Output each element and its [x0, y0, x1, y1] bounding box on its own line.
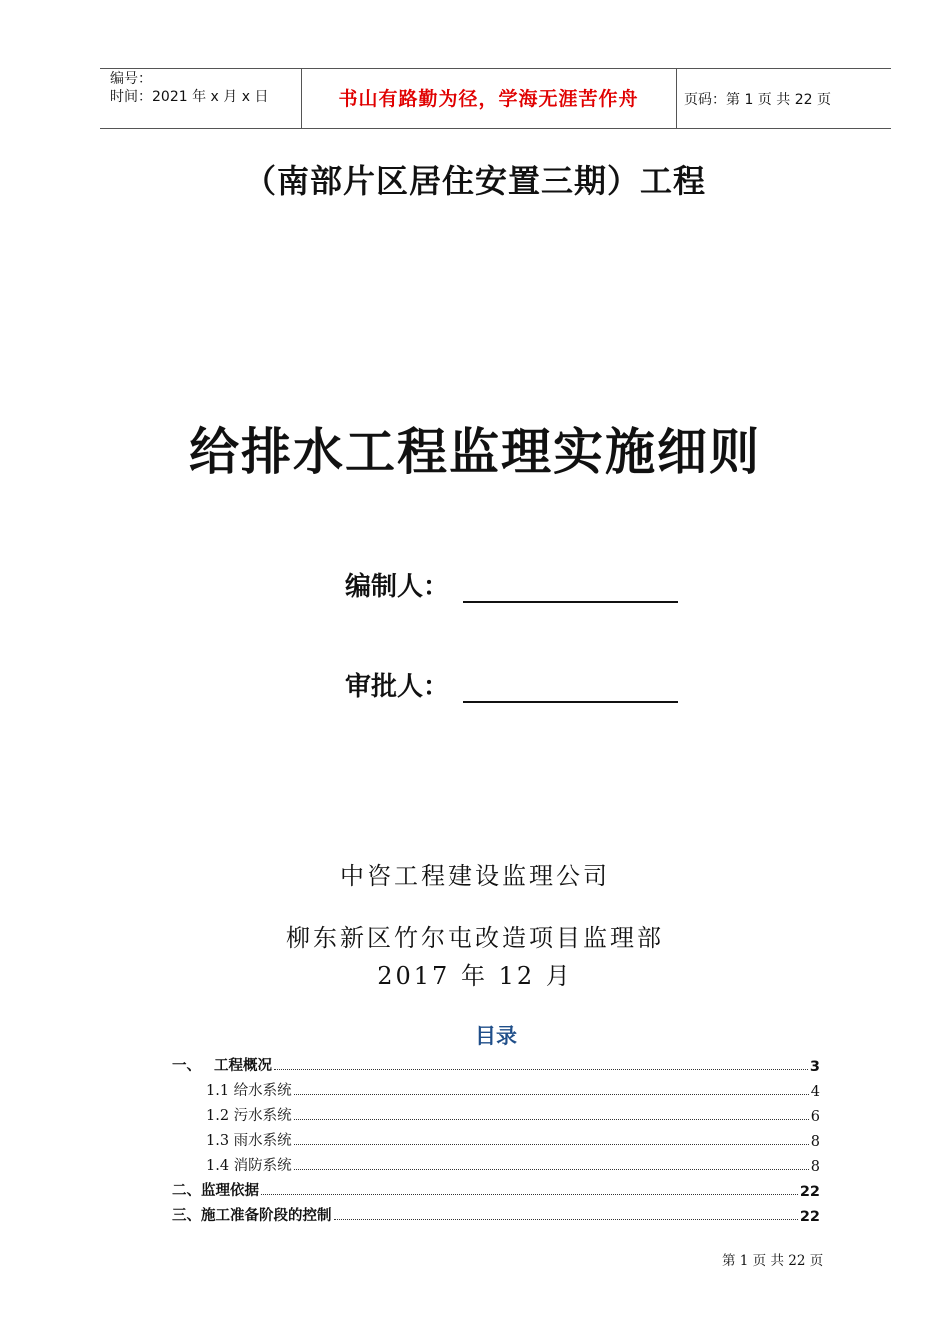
toc-leader: [294, 1169, 809, 1170]
toc-item-label: 三、施工准备阶段的控制: [172, 1208, 332, 1224]
department-name: 柳东新区竹尔屯改造项目监理部: [286, 924, 664, 952]
toc-leader: [294, 1144, 809, 1145]
serial-label: 编号：: [110, 71, 152, 87]
header-meta: [110, 70, 268, 106]
header-page-info: 页码：第 1 页 共 22 页: [684, 92, 831, 108]
toc-item-page: 4: [810, 1084, 820, 1100]
toc-leader: [294, 1119, 809, 1120]
toc-item[interactable]: [172, 1125, 820, 1150]
document-date: 2017 年 12 月: [377, 962, 573, 990]
toc-item-label: 1.2 污水系统: [206, 1108, 292, 1124]
toc-item-page: 8: [810, 1134, 820, 1150]
toc-item-label: 1.1 给水系统: [206, 1083, 292, 1099]
header-motto: 书山有路勤为径，学海无涯苦作舟: [338, 88, 639, 110]
toc-item[interactable]: [172, 1100, 820, 1125]
compiler-label: 编制人：: [345, 572, 450, 602]
toc-item-label: 1.4 消防系统: [206, 1158, 292, 1174]
toc-item-page: 6: [810, 1109, 820, 1125]
project-subtitle: （南部片区居住安置三期）工程: [243, 162, 706, 200]
toc-leader: [261, 1194, 798, 1195]
toc-item[interactable]: [172, 1075, 820, 1100]
toc-item-page: 22: [799, 1184, 820, 1200]
company-name: 中咨工程建设监理公司: [340, 862, 610, 890]
toc-title: 目录: [475, 1024, 517, 1048]
toc-item[interactable]: [172, 1200, 820, 1225]
toc-leader: [274, 1069, 808, 1070]
compiler-signature-line: [463, 571, 678, 603]
compiler-row: [345, 566, 678, 603]
toc-item-page: 22: [799, 1209, 820, 1225]
toc-item[interactable]: [172, 1150, 820, 1175]
toc-item-page: 8: [810, 1159, 820, 1175]
page-footer: 第 1 页 共 22 页: [722, 1253, 824, 1269]
toc-item-text: [172, 1054, 272, 1075]
header-divider-2: [676, 68, 677, 129]
time-label: 时间：2021 年 x 月 x 日: [110, 89, 269, 105]
approver-row: [345, 666, 678, 703]
toc-leader: [294, 1094, 809, 1095]
header-top-rule: [100, 68, 891, 69]
toc-item[interactable]: [172, 1050, 820, 1075]
toc-item-label: 二、监理依据: [172, 1183, 259, 1199]
header-bottom-rule: [100, 128, 891, 129]
approver-label: 审批人：: [345, 672, 450, 702]
toc-item-page: 3: [809, 1059, 820, 1075]
table-of-contents: [172, 1050, 820, 1225]
toc-item-label: 工程概况: [214, 1058, 272, 1074]
toc-item-label: 1.3 雨水系统: [206, 1133, 292, 1149]
toc-item-number: 一、: [172, 1058, 201, 1074]
toc-leader: [334, 1219, 798, 1220]
document-title: 给排水工程监理实施细则: [189, 423, 761, 481]
toc-item[interactable]: [172, 1175, 820, 1200]
approver-signature-line: [463, 671, 678, 703]
